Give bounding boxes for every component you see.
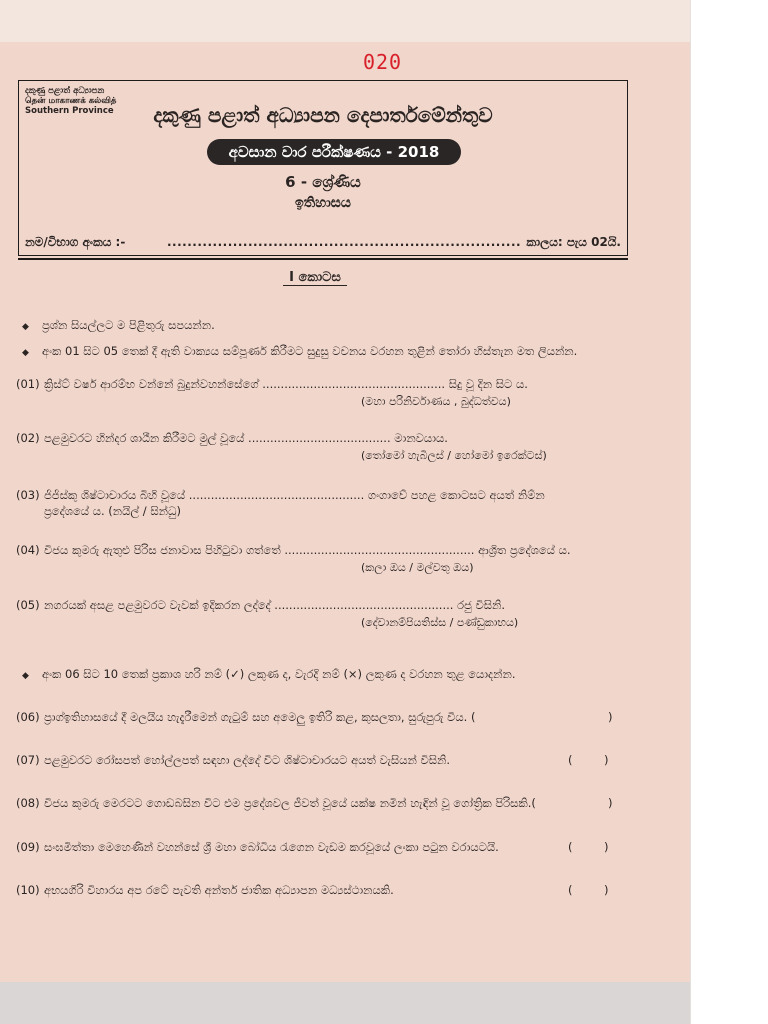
question-number: (06) <box>16 710 40 724</box>
name-label: නම/විභාග අංකය :- <box>25 235 126 249</box>
question-03 <box>16 488 626 518</box>
part-title: I කොටස <box>0 270 630 285</box>
bullet-icon: ◆ <box>22 671 29 681</box>
department-title: දකුණු පළාත් අධ්‍යාපන දෙපාර්තමේන්තුව <box>153 103 493 127</box>
logo-line-3: Southern Province <box>25 106 114 116</box>
question-09 <box>16 840 626 855</box>
logo-line-1: දකුණු පළාත් අධ්‍යාපන <box>25 86 105 96</box>
bullet-icon: ◆ <box>22 322 29 332</box>
question-07 <box>16 753 626 768</box>
logo-line-2: தென் மாகாணக் கல்வித் <box>25 96 117 106</box>
page-edge <box>690 0 768 1024</box>
question-text: ප්‍රාග්ඉතිහාසයේ දී මලයිය හැදැරීමෙන් ගැටුම් සහ අමෙලු ඉතිරි කළ, කුසලතා, සුරුපුරු වීය. ( <box>44 710 476 724</box>
question-text: විජය කුමරු මෙරටට ගොඩබසින විට එම ප්‍රදේශවල ජීවත් වූයේ යක්ෂ නමින් හැඳින් වූ ගෝත්‍රික පිරිසකි.( <box>44 796 536 810</box>
name-field[interactable]: ...................................................................... <box>167 235 522 249</box>
question-text[interactable]: ජිජිස්කු ශිෂ්ටාචාරය බිහි වූයේ ................................................ ගංගාවේ පහළ කොටසට අයත් නිම්න <box>44 488 545 502</box>
question-number: (05) <box>16 598 40 612</box>
question-number: (07) <box>16 753 40 767</box>
question-06 <box>16 710 626 725</box>
question-text[interactable]: පළමුවරට හින්දර ශාඨීන කිරීමට මුල් වූයේ ....................................... මානවයාය. <box>44 431 448 445</box>
question-08 <box>16 796 626 811</box>
question-10 <box>16 883 626 898</box>
question-text: සංඝමිත්තා මෙහෙණින් වහන්සේ ශ්‍රී මහා බෝධිය රැගෙන වැඩම කරවූයේ ලංකා පටුන වරායටයි. <box>44 840 499 854</box>
scan-bottom-margin <box>0 982 690 1024</box>
question-options: (දේවානම්පියතිස්ස / පණ්ඩුකාභය) <box>361 616 519 629</box>
question-number: (01) <box>16 377 40 391</box>
question-05 <box>16 598 626 629</box>
scan-top-margin <box>0 0 690 42</box>
instruction-3: ◆ අංක 06 සිට 10 තෙක් ප්‍රකාශ හරි නම් (✓) ලකුණ ද, වැරදි නම් (×) ලකුණ ද වරහන තුළ යොදන්න. <box>22 667 516 681</box>
answer-box[interactable]: ) <box>608 710 613 724</box>
header-divider <box>18 258 628 260</box>
question-text: අභයගිරි විහාරය අප රටේ පැවති අන්තර් ජාතික අධ්‍යාපන මධ්‍යස්ථානයකි. <box>44 883 394 897</box>
answer-box[interactable]: ) <box>608 796 613 810</box>
question-continuation: ප්‍රදේශයේ ය. (නයිල් / සින්ධු) <box>44 504 181 518</box>
time-allowed: කාලය: පැය 02යි. <box>526 235 621 249</box>
grade-label: 6 - ශ්‍රේණිය <box>285 173 361 191</box>
question-number: (02) <box>16 431 40 445</box>
question-number: (10) <box>16 883 40 897</box>
question-text[interactable]: නගරයක් අසළ පළමුවරට වැවක් ඉදිකරන ලද්දේ ................................................. රජු විසිනි. <box>44 598 506 612</box>
question-options: (තෝමෝ හැබිලස් / හෝමෝ ඉරෙක්ටස්) <box>361 449 547 462</box>
bullet-icon: ◆ <box>22 348 29 358</box>
question-02 <box>16 431 626 462</box>
subject-label: ඉතිහාසය <box>295 195 351 211</box>
question-options: (කලා ඔය / මල්වතු ඔය) <box>361 561 474 574</box>
question-01 <box>16 377 626 408</box>
question-04 <box>16 543 626 574</box>
question-text: පළමුවරට රෝසපත් හෝල්ලපත් සඳහා ලද්දේ විට ශිෂ්ටාචාරයට අයත් වැසියන් විසිනි. <box>44 753 450 767</box>
question-number: (04) <box>16 543 40 557</box>
question-number: (09) <box>16 840 40 854</box>
instruction-2: ◆ අංක 01 සිට 05 තෙක් දී ඇති වාක්‍යය සම්පූර්ණ කිරීමට සුදුසු වචනය වරහන තුළින් තෝරා හිස්තැන මත ලියන්න. <box>22 344 578 358</box>
instruction-1: ◆ ප්‍රශ්න සියල්ලට ම පිළිතුරු සපයන්න. <box>22 318 215 332</box>
question-number: (08) <box>16 796 40 810</box>
answer-box[interactable]: ( ) <box>568 840 609 854</box>
question-text[interactable]: විජය කුමරු ඇතුළු පිරිස ජනාවාස පිහිටුවා ගත්තේ .................................................... ආශ්‍රිත ප්‍රදේශයේ ය. <box>44 543 571 557</box>
answer-box[interactable]: ( ) <box>568 753 609 767</box>
exam-header <box>18 80 628 256</box>
question-number: (03) <box>16 488 40 502</box>
answer-box[interactable]: ( ) <box>568 883 609 897</box>
question-text[interactable]: ක්‍රිස්ට් වර්ෂ ආරම්භ වන්නේ බුදුන්වහන්සේගේ .................................................. සිදු වූ දින සිට ය. <box>44 377 528 391</box>
exam-title-badge: අවසාන වාර පරීක්ෂණය - 2018 <box>207 139 461 165</box>
paper-code: 020 <box>362 50 403 74</box>
question-options: (මහා පරිනිර්වාණය , බුද්ධත්වය) <box>361 395 511 408</box>
